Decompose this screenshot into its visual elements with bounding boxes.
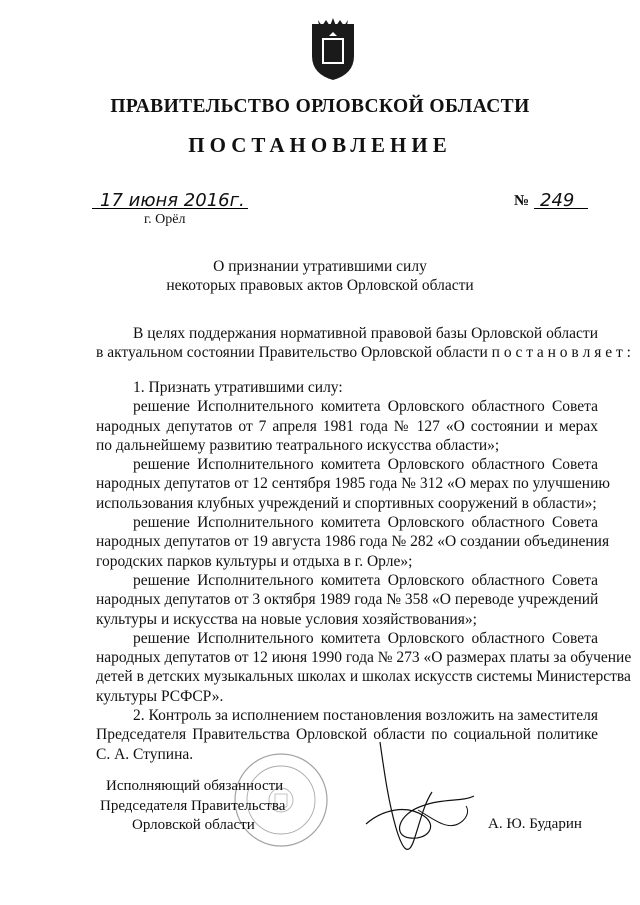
- decision-line: использования клубных учреждений и спортивных сооружений в области»;: [96, 494, 597, 512]
- decision-line: решение Исполнительного комитета Орловского областного Совета: [133, 398, 598, 416]
- decision-line: народных депутатов от 19 августа 1986 года № 282 «О создании объединения: [96, 533, 610, 551]
- decision-line: городских парков культуры и отдыха в г. Орле»;: [96, 552, 413, 570]
- government-name: ПРАВИТЕЛЬСТВО ОРЛОВСКОЙ ОБЛАСТИ: [110, 96, 530, 117]
- decision-line: народных депутатов от 12 сентября 1985 года № 312 «О мерах по улучшению: [96, 475, 610, 493]
- handwritten-signature: [362, 740, 482, 870]
- decision-line: решение Исполнительного комитета Орловского областного Совета: [133, 571, 598, 589]
- preamble-line: в актуальном состоянии Правительство Орловской области п о с т а н о в л я е т :: [96, 344, 631, 362]
- signatory-name: А. Ю. Бударин: [488, 816, 582, 832]
- decision-line: народных депутатов от 12 июня 1990 года № 273 «О размерах платы за обучение: [96, 649, 632, 667]
- signatory-line-1: Исполняющий обязанности: [106, 778, 284, 794]
- signatory-position: [100, 777, 285, 836]
- preamble: [96, 324, 631, 363]
- handwritten-date: 17 июня 2016г.: [100, 190, 245, 211]
- item-1-heading: 1. Признать утратившими силу:: [133, 379, 343, 396]
- decision-line: решение Исполнительного комитета Орловского областного Совета: [133, 629, 598, 647]
- decision-line: детей в детских музыкальных школах и школах искусств системы Министерства: [96, 668, 631, 686]
- decision-line: культуры РСФСР».: [96, 687, 224, 705]
- item-2-line: С. А. Ступина.: [96, 745, 194, 763]
- number-underline: [534, 208, 588, 209]
- handwritten-number: 249: [540, 190, 575, 211]
- decision-line: народных депутатов от 3 октября 1989 года № 358 «О переводе учреждений: [96, 591, 599, 609]
- decision-line: культуры и искусства на новые условия хозяйствования»;: [96, 610, 477, 628]
- city: г. Орёл: [144, 212, 186, 227]
- document-title-line-2: некоторых правовых актов Орловской области: [166, 277, 474, 294]
- decision-line: решение Исполнительного комитета Орловского областного Совета: [133, 514, 598, 532]
- number-sign: №: [514, 193, 530, 209]
- item-2-line: Председателя Правительства Орловской области по социальной политике: [96, 726, 598, 744]
- item-2-line: 2. Контроль за исполнением постановления возложить на заместителя: [133, 707, 599, 725]
- decision-line: решение Исполнительного комитета Орловского областного Совета: [133, 456, 598, 474]
- signatory-line-2: Председателя Правительства: [100, 797, 286, 814]
- document-type: ПОСТАНОВЛЕНИЕ: [188, 133, 452, 157]
- decisions-list: [96, 378, 632, 764]
- date-underline: [92, 208, 248, 209]
- decision-line: народных депутатов от 7 апреля 1981 года № 127 «О состоянии и мерах: [96, 417, 598, 435]
- signatory-line-3: Орловской области: [132, 817, 255, 833]
- decision-line: по дальнейшему развитию театрального искусства области»;: [96, 436, 500, 454]
- preamble-line: В целях поддержания нормативной правовой базы Орловской области: [133, 325, 598, 342]
- document-title-line-1: О признании утратившими силу: [213, 258, 427, 275]
- coat-of-arms-emblem: [308, 16, 358, 82]
